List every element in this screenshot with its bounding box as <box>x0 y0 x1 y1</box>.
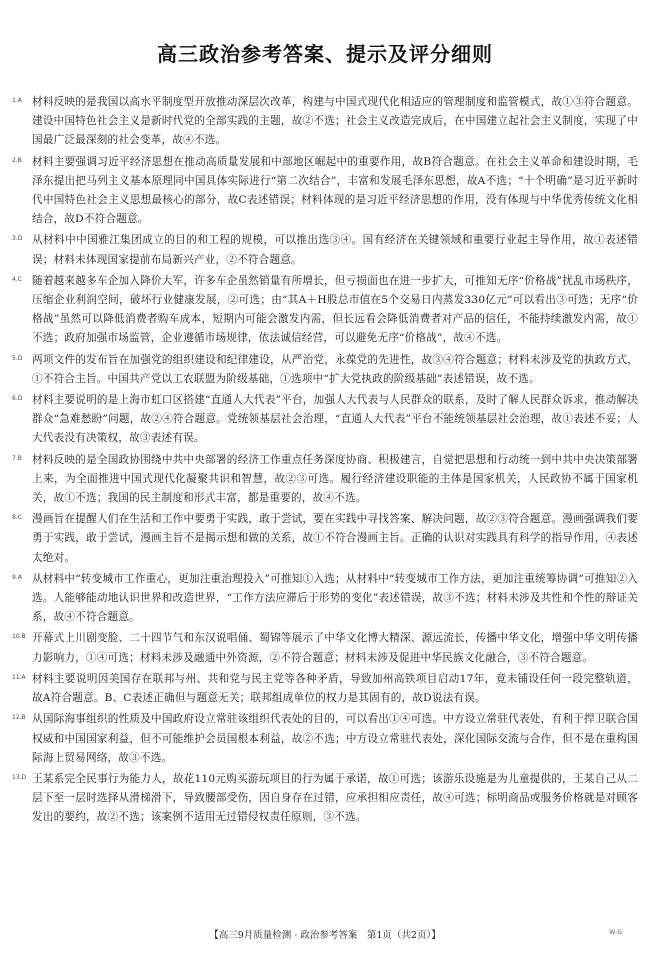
answer-number: 7.B <box>12 454 22 462</box>
answer-item <box>12 351 638 389</box>
answer-item <box>12 670 638 708</box>
answer-number: 12.B <box>12 714 26 722</box>
answer-item <box>12 629 638 667</box>
answer-number: 10.B <box>12 633 26 641</box>
answer-number: 6.D <box>12 395 23 403</box>
answer-explanation: 材料主要强调习近平经济思想在推动高质量发展和中部地区崛起中的重要作用，故B符合题意。在社会主义革命和建设时期，毛泽东提出把马列主义基本原理同中国具体实际进行“第二次结合”，丰富和发展毛泽东思想，故A不选；“十个明确”是习近平新时代中国特色社会主义思想最核心的部分，故C表述错误；材料体现的是习近平经济思想的作用，没有体现与中华优秀传统文化相结合，故D不符合题意。 <box>32 155 638 226</box>
answer-explanation: 两项文件的发布旨在加强党的组织建设和纪律建设，从严治党，永葆党的先进性，故③④符合题意；材料未涉及党的执政方式，①不符合主旨。中国共产党以工农联盟为阶级基础，①选项中“扩大党执政的阶级基础”表述错误，故不选。 <box>32 353 638 385</box>
answer-item <box>12 231 638 269</box>
answer-number: 1.A <box>12 97 22 104</box>
answer-number: 8.C <box>12 514 22 522</box>
answer-item <box>12 570 638 628</box>
answer-item <box>12 451 638 509</box>
answer-explanation: 随着越来越多车企加入降价大军，许多车企虽然销量有所增长，但亏损面也在进一步扩大，可推知无序“价格战”扰乱市场秩序，压缩企业利润空间，破坏行业健康发展，②可选；由“其A＋H股总市值在5个交易日内蒸发330亿元”可以看出③可选；无序“价格战”虽然可以降低消费者购车成本，短期内可能会激发内需，但长远看会降低消费者对产品的信任，不能持续激发内需，故①不选；政府加强市场监管，企业遵循市场规律，依法诚信经营，可以避免无序“价格战”，故④不选。 <box>32 274 638 345</box>
answer-explanation: 从国际海事组织的性质及中国政府设立常驻该组织代表处的目的，可以看出①④可选。中方设立常驻代表处，有利于捍卫联合国权威和中国国家利益，但不可能维护会员国根本利益，故②不选；中方设立常驻代表处，深化国际交流与合作，但不是在重构国际海上贸易网络，故③不选。 <box>32 713 638 764</box>
answer-explanation: 开幕式上川剧变脸、二十四节气和东汉说唱俑、蜀锦等展示了中华文化博大精深、源远流长，传播中华文化，增强中华文明传播力影响力，①④可选；材料未涉及融通中外资源，②不符合题意；材料未涉及促进中华民族文化融合，③不符合题意。 <box>32 632 638 664</box>
answer-explanation: 材料主要说明的是上海市虹口区搭建“直通人大代表”平台，加强人大代表与人民群众的联系，及时了解人民群众诉求，推动解决群众“急难愁盼”问题，故②④符合题意。党统领基层社会治理，“直通人大代表”平台不能统领基层社会治理，故①表述不妥；人大代表没有决策权，故③表述有误。 <box>32 394 638 445</box>
answer-item <box>12 710 638 768</box>
footer-code: W-G <box>609 929 622 936</box>
footer: 【高三9月质量检测 · 政治参考答案 第1页（共2页）】 <box>209 930 441 941</box>
answer-number: 9.A <box>12 573 22 581</box>
answer-explanation: 从材料中中国雅江集团成立的目的和工程的规模，可以推出选③④。国有经济在关键领域和重要行业起主导作用，故①表述错误；材料未体现国家提前布局新兴产业，②不符合题意。 <box>32 234 638 266</box>
answer-explanation: 材料反映的是全国政协围绕中共中央部署的经济工作重点任务深度协商、积极建言，自觉把思想和行动统一到中共中央决策部署上来，为全面推进中国式现代化凝聚共识和智慧，故②③可选。履行经济建设职能的主体是国家机关，人民政协不属于国家机关，故①不选；我国的民主制度和形式丰富，都是重要的，故④不选。 <box>32 453 638 505</box>
answer-number: 13.D <box>12 773 27 781</box>
answer-number: 4.C <box>12 275 22 283</box>
answer-item <box>12 510 638 568</box>
answer-number: 2.B <box>12 156 22 164</box>
answer-item <box>12 272 638 349</box>
answer-explanation: 从材料中“转变城市工作重心，更加注重治理投入”可推知①入选；从材料中“转变城市工作方法，更加注重统筹协调”可推知②入选。人能够能动地认识世界和改造世界，“工作方法应滞后于形势的变化”表述错误，故③不选；材料未涉及共性和个性的辩证关系，故④不符合题意。 <box>32 572 638 624</box>
answer-explanation: 王某系完全民事行为能力人，故花110元购买游玩项目的行为属于承诺，故①可选；该游乐设施是为儿童提供的，王某自己从二层下至一层时选择从滑梯滑下，导致腰部受伤，因自身存在过错，应承担相应责任，故④可选；标明商品或服务价格就是对顾客发出的要约，故②不选；该案例不适用无过错侵权责任原则，③不选。 <box>32 772 638 824</box>
answer-item <box>12 153 638 230</box>
answer-number: 5.D <box>12 354 23 362</box>
page-title: 高三政治参考答案、提示及评分细则 <box>157 42 493 66</box>
answer-explanation: 材料主要说明因美国存在联邦与州、共和党与民主党等各种矛盾，导致加州高铁项目启动17年，竟未铺设任何一段完整轨道，故A符合题意。B、C表述正确但与题意无关；联邦组成单位的权力是其固有的，故D说法有误。 <box>32 672 638 705</box>
answer-explanation: 材料反映的是我国以高水平制度型开放推动深层次改革，构建与中国式现代化相适应的管理制度和监管模式，故①③符合题意。建设中国特色社会主义是新时代党的全部实践的主题，故②不选；社会主义改造完成后，在中国建立起社会主义制度，实现了中国最广泛最深刻的社会变革，故④不选。 <box>32 96 638 147</box>
answer-item <box>12 93 638 151</box>
answer-list <box>12 93 638 830</box>
answer-item <box>12 770 638 828</box>
answer-number: 3.D <box>12 235 23 243</box>
answer-item <box>12 391 638 449</box>
answer-explanation: 漫画旨在提醒人们在生活和工作中要勇于实践，敢于尝试，要在实践中寻找答案、解决问题，故②③符合题意。漫画强调我们要勇于实践，敢于尝试，漫画主旨不是揭示想和做的关系，故①不符合漫画主旨。正确的认识对实践具有科学的指导作用，④表述太绝对。 <box>32 513 638 564</box>
answer-number: 11.A <box>12 673 26 681</box>
